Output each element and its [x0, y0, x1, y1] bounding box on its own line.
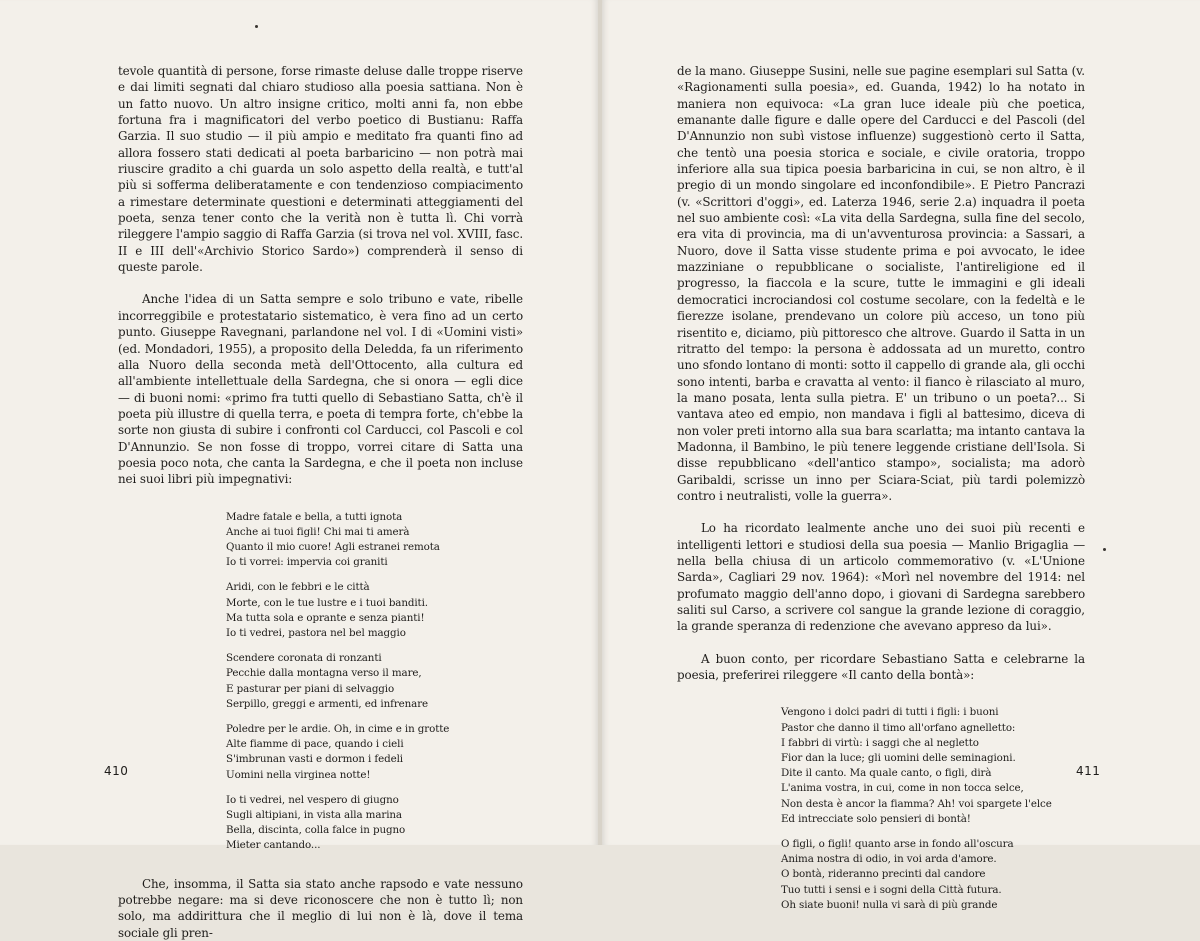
verse-line: Oh siate buoni! nulla vi sarà di più grande	[781, 898, 998, 911]
left-page	[0, 0, 598, 940]
paragraph: de la mano. Giuseppe Susini, nelle sue pagine esemplari sul Satta (v. «Ragionamenti sulla poesia», ed. Guanda, 1942) lo ha notato in maniera non equivoca: «La gran luce ideale più che poetica, emanante dalle figure e dalle opere del Carducci e del Pascoli (del D'Annunzio non subì vistose influenze) suggestionò certo il Satta, che tentò una poesia storica e sociale, e civile oratoria, troppo inferiore alla sua tipica poesia barbaricina in cui, se non altro, è il pregio di un mondo singolare ed inconfondibile». E Pietro Pancrazi (v. «Scrittori d'oggi», ed. Laterza 1946, serie 2.a) inquadra il poeta nel suo ambiente così: «La vita della Sardegna, sulla fine del secolo, era vita di provincia, ma di un'avventurosa provincia: a Sassari, a Nuoro, dove il Satta visse studente prima e poi avvocato, le idee mazziniane o repubblicane o socialiste, l'antireligione ed il progresso, la fiaccola e la scure, tutte le immagini e gli ideali democratici incrociandosi col costume secolare, con la fedeltà e le fierezze isolane, prendevano un colore più acceso, un tono più risentito e, diciamo, più pittoresco che altrove. Guardo il Satta in un ritratto del tempo: la persona è addossata ad un muretto, contro uno sfondo lontano di monti: sotto il cappello di grande ala, gli occhi sono intenti, barba e cravatta al vento: il fianco è rilasciato al muro, la mano posata, lenta sulla pietra. E' un tribuno o un poeta?... Si vantava ateo ed empio, non mandava i figli al battesimo, diceva di non voler preti intorno alla sua bara scarlatta; ma intanto cantava la Madonna, il Bambino, le più tenere leggende cristiane dell'Isola. Si disse repubblicano «dell'antico stampo», socialista; ma adorò Garibaldi, scrisse un inno per Sciara-Sciat, più tardi polemizzò contro i neutralisti, volle la guerra».	[677, 64, 1085, 503]
verse-line: Quanto il mio cuore! Agli estranei remota	[226, 541, 440, 553]
verse-line: Mieter cantando...	[226, 839, 321, 852]
verse-line: Sugli altipiani, in vista alla marina	[226, 809, 402, 822]
page-number: 411	[1076, 764, 1101, 778]
verse-line: E pasturar per piani di selvaggio	[226, 682, 395, 695]
verse-line: Bella, discinta, colla falce in pugno	[226, 824, 406, 837]
left-text-column	[118, 63, 523, 941]
verse-line: Ed intrecciate solo pensieri di bontà!	[781, 812, 971, 825]
verse-line: Ma tutta sola e oprante e senza pianti!	[226, 611, 425, 624]
verse-line: Uomini nella virginea notte!	[226, 768, 371, 781]
poem-stanza	[781, 837, 1085, 913]
poem-stanza	[226, 510, 523, 571]
verse-line: Anche ai tuoi figli! Chi mai ti amerà	[226, 525, 410, 538]
poem	[781, 705, 1085, 913]
verse-line: Pastor che danno il timo all'orfano agnelletto:	[781, 721, 1016, 734]
verse-line: Poledre per le ardie. Oh, in cime e in grotte	[226, 723, 450, 736]
verse-line: Io ti vedrei, pastora nel bel maggio	[226, 627, 406, 640]
paragraph: Che, insomma, il Satta sia stato anche rapsodo e vate nessuno potrebbe negare: ma si deve riconoscere che non è tutto lì; non solo, ma addirittura che il meglio di lui non è là, dove il tema sociale gli pren-	[118, 876, 523, 940]
verse-line: Anima nostra di odio, in voi arda d'amore.	[781, 853, 997, 866]
paragraph: tevole quantità di persone, forse rimaste deluse dalle troppe riserve e dai limiti segnati dal chiaro studioso alla poesia sattiana. Non è un fatto nuovo. Un altro insigne critico, molti anni fa, non ebbe fortuna fra i magnificatori del verbo poetico di Bustianu: Raffa Garzia. Il suo studio — il più ampio e meditato fra quanti fino ad allora fossero stati dedicati al poeta barbaricino — non potrà mai riuscire gradito a chi guarda un solo aspetto della realtà, e tutt'al più si sofferma deliberatamente e con tendenzioso compiacimento a rimestare determinate questioni e determinati atteggiamenti del poeta, senza tener conto che la verità non è tutta lì. Chi vorrà rileggere l'ampio saggio di Raffa Garzia (si trova nel vol. XVIII, fasc. II e III dell'«Archivio Storico Sardo») comprenderà il senso di queste parole.	[118, 64, 524, 275]
page-number: 410	[104, 764, 129, 778]
poem-stanza	[781, 705, 1085, 827]
right-page	[602, 0, 1200, 911]
verse-line: I fabbri di virtù: i saggi che al negletto	[781, 736, 979, 749]
verse-line: Alte fiamme di pace, quando i cieli	[226, 738, 404, 751]
paragraph: Anche l'idea di un Satta sempre e solo tribuno e vate, ribelle incorreggibile e protestatario sistematico, è vera fino ad un certo punto. Giuseppe Ravegnani, parlandone nel vol. I di «Uomini visti» (ed. Mondadori, 1955), a proposito della Deledda, fa un riferimento alla Nuoro della seconda metà dell'Ottocento, alla cultura ed all'ambiente intellettuale della Sardegna, che si onora — egli dice — di buoni nomi: «primo fra tutti quello di Sebastiano Satta, ch'è il poeta più illustre di quella terra, e poeta di tempra forte, ch'ebbe la sorte non giusta di subire i confronti col Carducci, col Pascoli e col D'Annunzio. Se non fosse di troppo, vorrei citare di Satta una poesia poco nota, che canta la Sardegna, e che il poeta non incluse nei suoi libri più impegnativi:	[118, 292, 523, 487]
poem-stanza	[226, 722, 523, 783]
poem-stanza	[226, 651, 523, 712]
verse-line: S'imbrunan vasti e dormon i fedeli	[226, 753, 403, 766]
verse-line: L'anima vostra, in cui, come in non tocca selce,	[781, 782, 1024, 795]
paragraph: A buon conto, per ricordare Sebastiano Satta e celebrarne la poesia, preferirei rileggere «Il canto della bontà»:	[677, 651, 1085, 683]
print-speck	[255, 25, 258, 28]
verse-line: Io ti vedrei, nel vespero di giugno	[226, 793, 399, 806]
verse-line: O bontà, rideranno precinti dal candore	[781, 868, 986, 881]
verse-line: Dite il canto. Ma quale canto, o figli, dirà	[781, 767, 992, 780]
verse-line: Morte, con le tue lustre e i tuoi banditi.	[226, 596, 428, 609]
verse-line: Io ti vorrei: impervia coi graniti	[226, 556, 388, 569]
verse-line: O figli, o figli! quanto arse in fondo all'oscura	[781, 838, 1014, 850]
verse-line: Fior dan la luce; gli uomini delle seminagioni.	[781, 751, 1016, 764]
verse-line: Serpillo, greggi e armenti, ed infrenare	[226, 697, 429, 710]
verse-line: Non desta è ancor la fiamma? Ah! voi spargete l'elce	[781, 797, 1052, 810]
print-speck	[1103, 548, 1106, 551]
verse-line: Aridi, con le febbri e le città	[226, 581, 370, 594]
verse-line: Scendere coronata di ronzanti	[226, 652, 382, 665]
poem-stanza	[226, 580, 523, 641]
verse-line: Madre fatale e bella, a tutti ignota	[226, 510, 403, 523]
right-text-column	[677, 63, 1085, 913]
paragraph: Lo ha ricordato lealmente anche uno dei suoi più recenti e intelligenti lettori e studiosi della sua poesia — Manlio Brigaglia — nella bella chiusa di un articolo commemorativo (v. «L'Unione Sarda», Cagliari 29 nov. 1964): «Morì nel novembre del 1914: nel profumato maggio dell'anno dopo, i giovani di Sardegna sarebbero saliti sul Carso, a scrivere col sangue la grande lezione di coraggio, la grande speranza di redenzione che avevano appreso da lui».	[677, 521, 1085, 634]
poem	[226, 510, 523, 854]
verse-line: Tuo tutti i sensi e i sogni della Città futura.	[781, 883, 1002, 896]
verse-line: Pecchie dalla montagna verso il mare,	[226, 667, 422, 680]
verse-line: Vengono i dolci padri di tutti i figli: i buoni	[781, 706, 999, 719]
